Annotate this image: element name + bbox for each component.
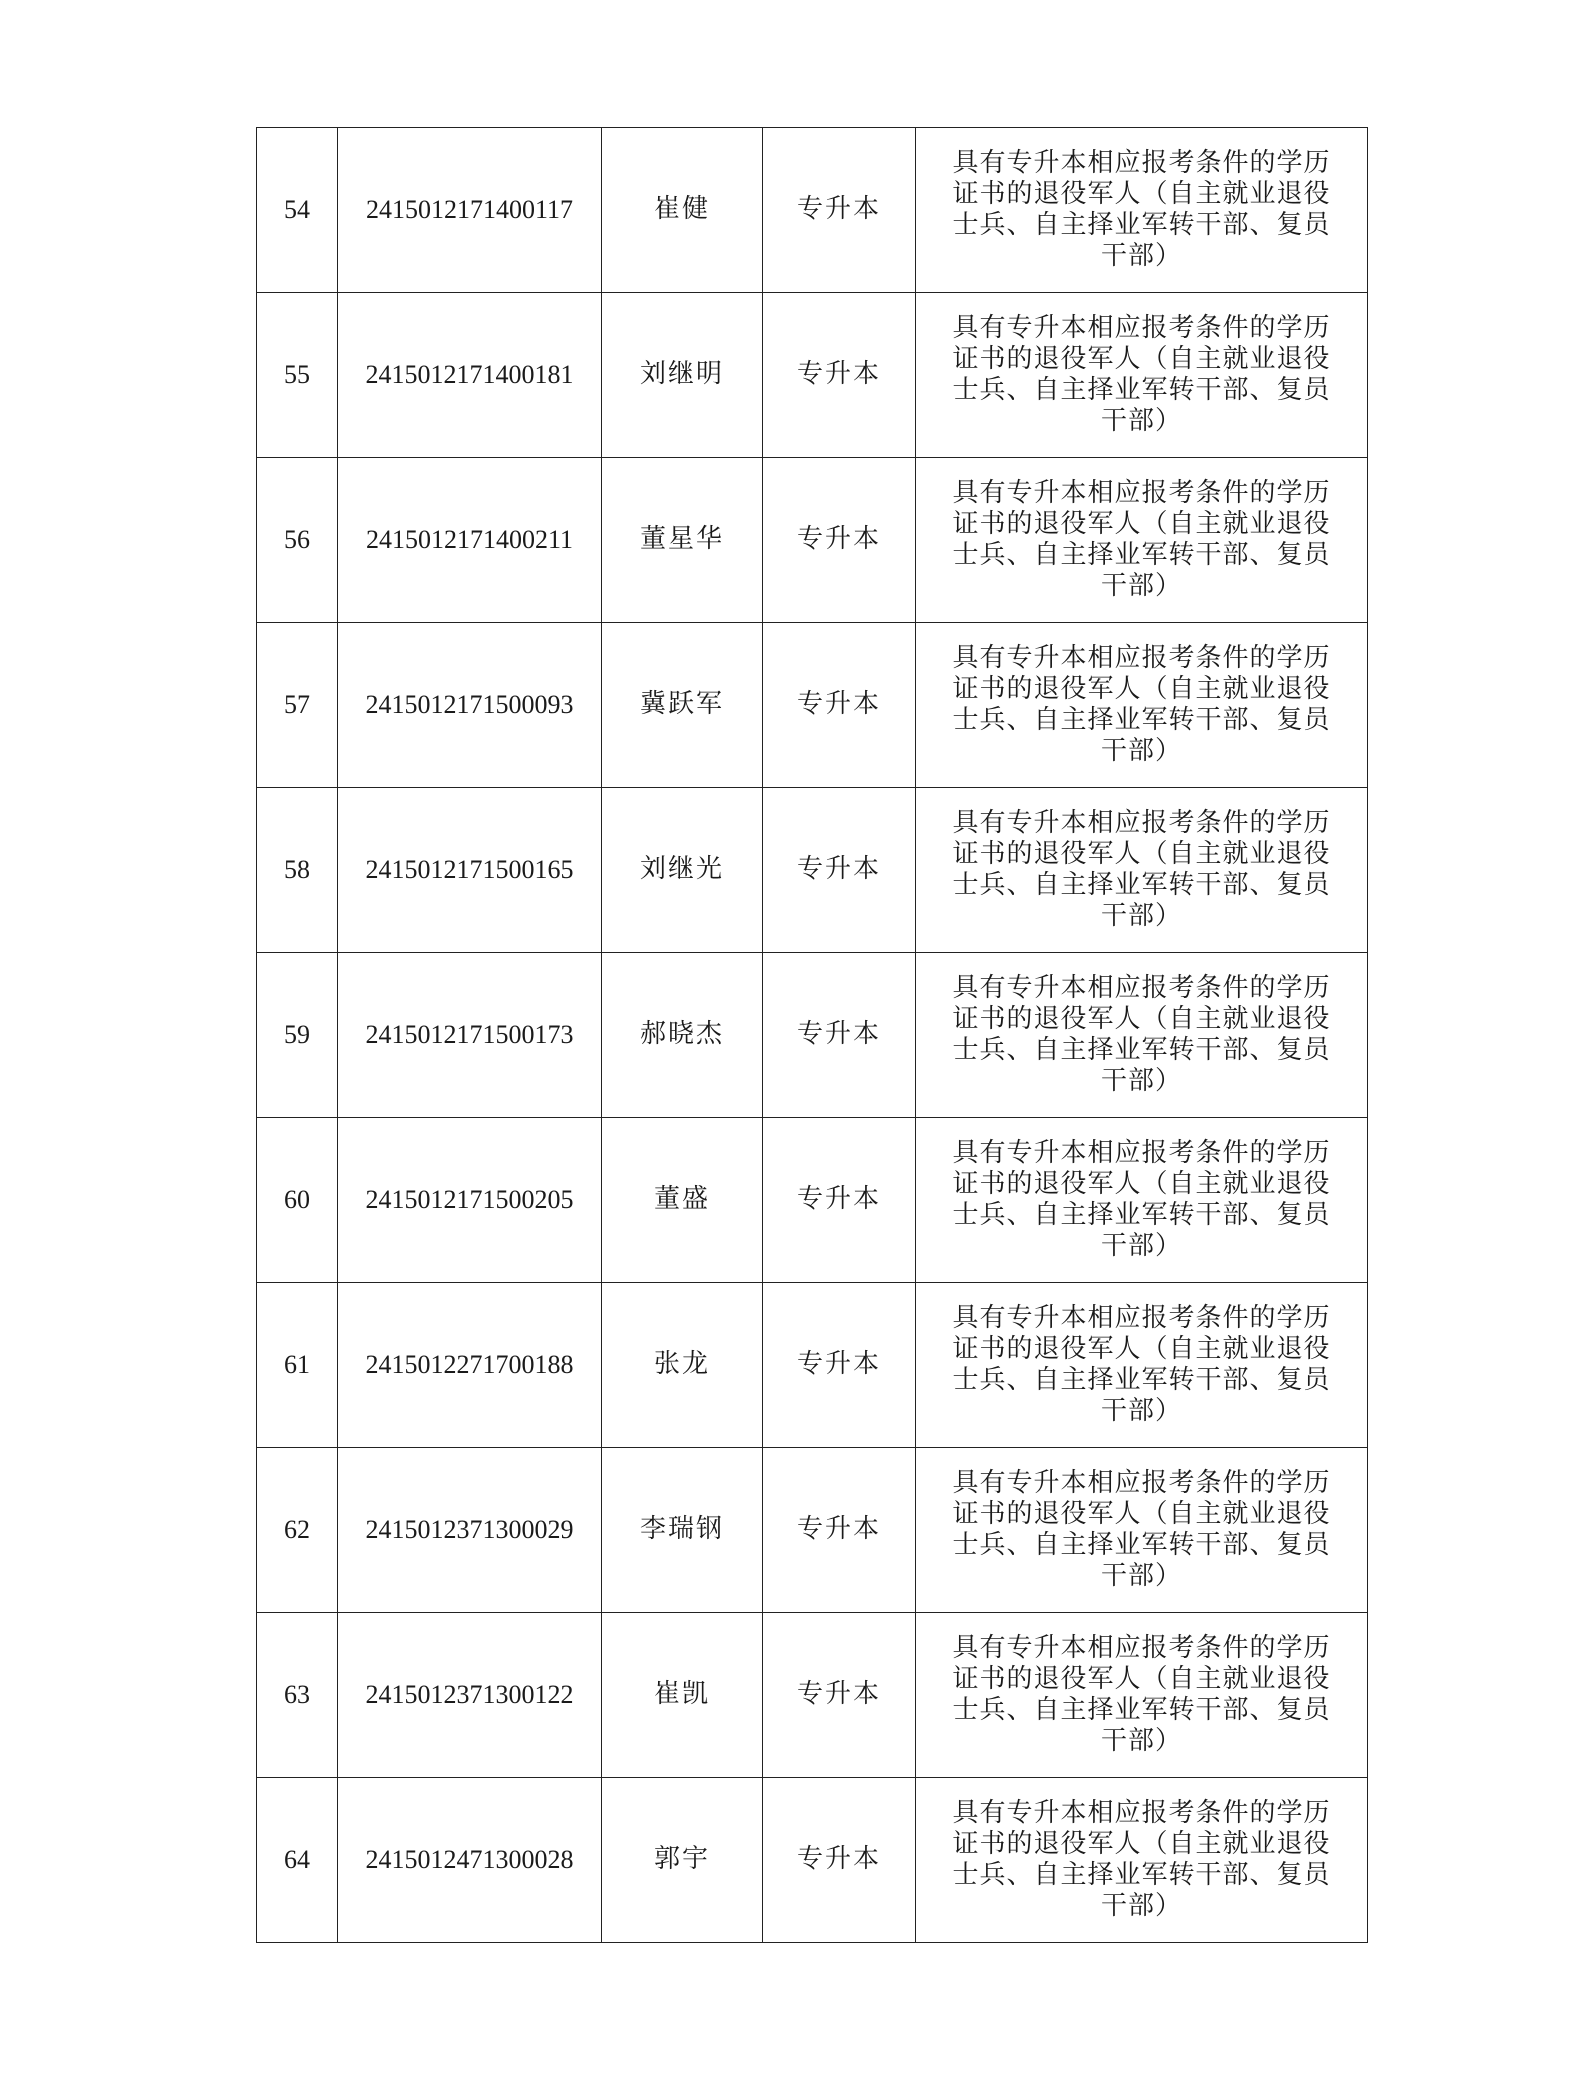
- table-row: [257, 788, 1368, 953]
- candidate-name: 郝晓杰: [602, 953, 763, 1118]
- eligibility-category-line: 干部）: [1100, 1396, 1182, 1427]
- eligibility-category-line: 证书的退役军人（自主就业退役: [952, 673, 1331, 704]
- eligibility-category: [916, 1118, 1368, 1283]
- candidate-id: 2415012171500165: [338, 788, 602, 953]
- eligibility-category-line: 干部）: [1100, 1561, 1182, 1592]
- row-number: 60: [257, 1118, 338, 1283]
- table-row: [257, 1283, 1368, 1448]
- eligibility-category-line: 证书的退役军人（自主就业退役: [952, 1498, 1331, 1529]
- eligibility-category: [916, 1613, 1368, 1778]
- candidate-name: 崔凯: [602, 1613, 763, 1778]
- eligibility-category-line: 证书的退役军人（自主就业退役: [952, 1333, 1331, 1364]
- candidate-name: 李瑞钢: [602, 1448, 763, 1613]
- eligibility-category: [916, 1283, 1368, 1448]
- eligibility-category-line: 干部）: [1100, 1231, 1182, 1262]
- eligibility-category-line: 具有专升本相应报考条件的学历: [952, 1137, 1331, 1168]
- eligibility-category-line: 士兵、自主择业军转干部、复员: [952, 870, 1331, 900]
- eligibility-category-line: 具有专升本相应报考条件的学历: [952, 972, 1331, 1003]
- eligibility-category-line: 士兵、自主择业军转干部、复员: [952, 1860, 1331, 1890]
- candidate-id: 2415012171400181: [338, 293, 602, 458]
- eligibility-category-line: 具有专升本相应报考条件的学历: [952, 1467, 1331, 1498]
- study-level: 专升本: [763, 788, 916, 953]
- study-level: 专升本: [763, 128, 916, 293]
- candidate-name: 刘继明: [602, 293, 763, 458]
- study-level: 专升本: [763, 623, 916, 788]
- candidate-table: [256, 127, 1368, 1943]
- study-level: 专升本: [763, 1448, 916, 1613]
- eligibility-category: [916, 1778, 1368, 1943]
- eligibility-category-line: 干部）: [1100, 571, 1182, 602]
- eligibility-category-line: 士兵、自主择业军转干部、复员: [952, 375, 1331, 405]
- row-number: 57: [257, 623, 338, 788]
- candidate-id: 2415012171400211: [338, 458, 602, 623]
- table-row: [257, 458, 1368, 623]
- candidate-id: 2415012171400117: [338, 128, 602, 293]
- eligibility-category-line: 证书的退役军人（自主就业退役: [952, 508, 1331, 539]
- eligibility-category-line: 干部）: [1100, 736, 1182, 767]
- row-number: 64: [257, 1778, 338, 1943]
- study-level: 专升本: [763, 953, 916, 1118]
- candidate-name: 郭宇: [602, 1778, 763, 1943]
- candidate-name: 张龙: [602, 1283, 763, 1448]
- table-row: [257, 1778, 1368, 1943]
- eligibility-category-line: 士兵、自主择业军转干部、复员: [952, 1365, 1331, 1395]
- candidate-id: 2415012271700188: [338, 1283, 602, 1448]
- eligibility-category: [916, 953, 1368, 1118]
- eligibility-category-line: 具有专升本相应报考条件的学历: [952, 642, 1331, 673]
- candidate-id: 2415012371300029: [338, 1448, 602, 1613]
- table-row: [257, 623, 1368, 788]
- table-row: [257, 128, 1368, 293]
- eligibility-category-line: 士兵、自主择业军转干部、复员: [952, 1530, 1331, 1560]
- table-row: [257, 953, 1368, 1118]
- table-row: [257, 1448, 1368, 1613]
- table-row: [257, 1118, 1368, 1283]
- candidate-name: 崔健: [602, 128, 763, 293]
- eligibility-category-line: 干部）: [1100, 901, 1182, 932]
- candidate-id: 2415012171500173: [338, 953, 602, 1118]
- eligibility-category-line: 证书的退役军人（自主就业退役: [952, 178, 1331, 209]
- table-row: [257, 293, 1368, 458]
- eligibility-category-line: 证书的退役军人（自主就业退役: [952, 343, 1331, 374]
- eligibility-category-line: 具有专升本相应报考条件的学历: [952, 1632, 1331, 1663]
- eligibility-category-line: 证书的退役军人（自主就业退役: [952, 1168, 1331, 1199]
- eligibility-category-line: 具有专升本相应报考条件的学历: [952, 312, 1331, 343]
- eligibility-category-line: 士兵、自主择业军转干部、复员: [952, 540, 1331, 570]
- eligibility-category-line: 士兵、自主择业军转干部、复员: [952, 210, 1331, 240]
- eligibility-category-line: 具有专升本相应报考条件的学历: [952, 477, 1331, 508]
- eligibility-category: [916, 293, 1368, 458]
- candidate-name: 董盛: [602, 1118, 763, 1283]
- eligibility-category-line: 士兵、自主择业军转干部、复员: [952, 1200, 1331, 1230]
- row-number: 61: [257, 1283, 338, 1448]
- eligibility-category-line: 干部）: [1100, 1726, 1182, 1757]
- eligibility-category: [916, 1448, 1368, 1613]
- eligibility-category-line: 干部）: [1100, 241, 1182, 272]
- candidate-table-body: [257, 128, 1368, 1943]
- eligibility-category-line: 具有专升本相应报考条件的学历: [952, 1797, 1331, 1828]
- study-level: 专升本: [763, 1283, 916, 1448]
- eligibility-category-line: 证书的退役军人（自主就业退役: [952, 1663, 1331, 1694]
- eligibility-category: [916, 458, 1368, 623]
- eligibility-category-line: 士兵、自主择业军转干部、复员: [952, 705, 1331, 735]
- eligibility-category-line: 士兵、自主择业军转干部、复员: [952, 1695, 1331, 1725]
- row-number: 56: [257, 458, 338, 623]
- candidate-id: 2415012171500205: [338, 1118, 602, 1283]
- row-number: 63: [257, 1613, 338, 1778]
- eligibility-category-line: 具有专升本相应报考条件的学历: [952, 147, 1331, 178]
- eligibility-category: [916, 128, 1368, 293]
- row-number: 55: [257, 293, 338, 458]
- candidate-name: 董星华: [602, 458, 763, 623]
- study-level: 专升本: [763, 293, 916, 458]
- candidate-id: 2415012471300028: [338, 1778, 602, 1943]
- table-row: [257, 1613, 1368, 1778]
- eligibility-category-line: 具有专升本相应报考条件的学历: [952, 1302, 1331, 1333]
- row-number: 62: [257, 1448, 338, 1613]
- eligibility-category: [916, 623, 1368, 788]
- eligibility-category-line: 证书的退役军人（自主就业退役: [952, 1828, 1331, 1859]
- candidate-name: 冀跃军: [602, 623, 763, 788]
- candidate-name: 刘继光: [602, 788, 763, 953]
- study-level: 专升本: [763, 1118, 916, 1283]
- eligibility-category-line: 干部）: [1100, 1891, 1182, 1922]
- row-number: 58: [257, 788, 338, 953]
- eligibility-category-line: 干部）: [1100, 406, 1182, 437]
- candidate-id: 2415012171500093: [338, 623, 602, 788]
- candidate-id: 2415012371300122: [338, 1613, 602, 1778]
- study-level: 专升本: [763, 1778, 916, 1943]
- study-level: 专升本: [763, 1613, 916, 1778]
- row-number: 54: [257, 128, 338, 293]
- eligibility-category-line: 具有专升本相应报考条件的学历: [952, 807, 1331, 838]
- eligibility-category-line: 证书的退役军人（自主就业退役: [952, 838, 1331, 869]
- row-number: 59: [257, 953, 338, 1118]
- eligibility-category-line: 干部）: [1100, 1066, 1182, 1097]
- eligibility-category: [916, 788, 1368, 953]
- eligibility-category-line: 证书的退役军人（自主就业退役: [952, 1003, 1331, 1034]
- eligibility-category-line: 士兵、自主择业军转干部、复员: [952, 1035, 1331, 1065]
- study-level: 专升本: [763, 458, 916, 623]
